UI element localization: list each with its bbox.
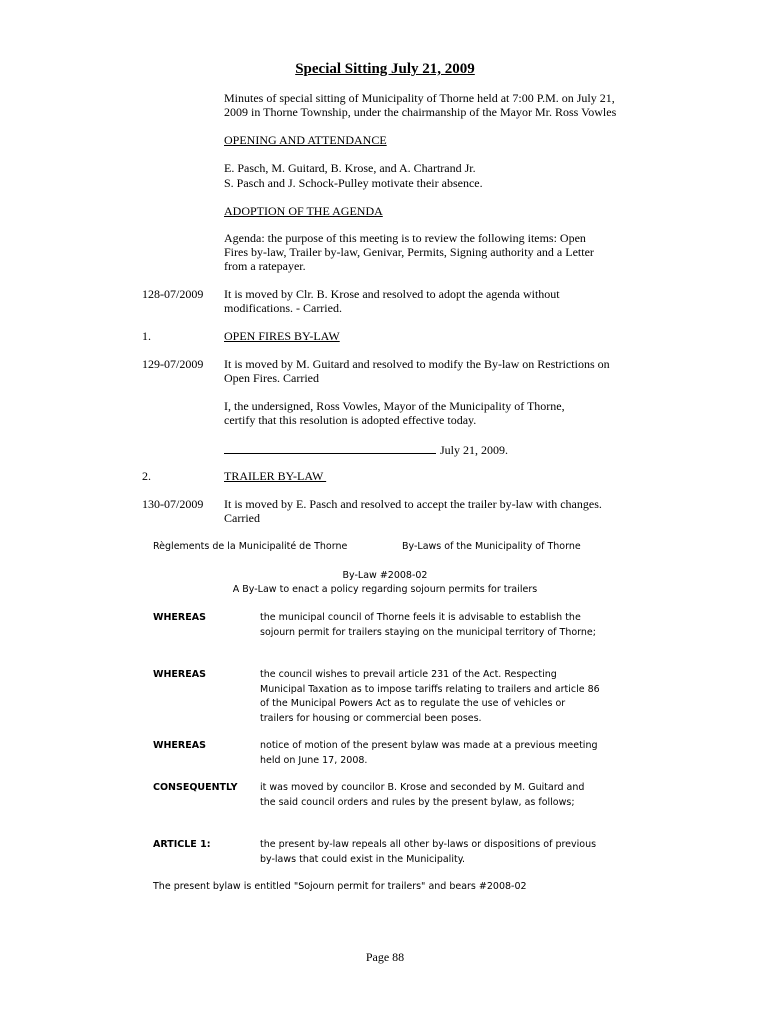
signature-date: July 21, 2009.: [440, 443, 509, 457]
resolution-text: It is moved by Clr. B. Krose and resolved to adopt the agenda without modifications. - Carried.: [224, 287, 560, 315]
attendance-present: E. Pasch, M. Guitard, B. Krose, and A. Chartrand Jr.: [224, 161, 476, 175]
clause-text: the municipal council of Thorne feels it is advisable to establish the sojourn permit for trailers staying on the municipal territory of Thorne;: [260, 612, 596, 638]
clause-label: ARTICLE 1:: [153, 839, 211, 850]
clause-label: WHEREAS: [153, 612, 206, 623]
bylaw-subtitle: A By-Law to enact a policy regarding sojourn permits for trailers: [232, 584, 538, 595]
clause-text: it was moved by councilor B. Krose and seconded by M. Guitard and the said council orders and rules by the present bylaw, as follows;: [260, 782, 585, 808]
page-title: Special Sitting July 21, 2009: [295, 61, 475, 77]
clause-label: CONSEQUENTLY: [153, 782, 238, 793]
item-heading: OPEN FIRES BY-LAW: [224, 329, 340, 343]
certification-text: I, the undersigned, Ross Vowles, Mayor of the Municipality of Thorne, certify that this resolution is adopted effective today.: [224, 399, 565, 427]
item-number: 1.: [142, 329, 151, 343]
signature-line: [224, 441, 436, 454]
attendance-absent: S. Pasch and J. Schock-Pulley motivate their absence.: [224, 176, 483, 190]
resolution-number: 130-07/2009: [142, 497, 204, 511]
bylaw-header-right: By-Laws of the Municipality of Thorne: [402, 541, 581, 552]
bylaw-number: By-Law #2008-02: [342, 570, 428, 581]
bylaw-footer: The present bylaw is entitled "Sojourn permit for trailers" and bears #2008-02: [153, 881, 527, 892]
signature-block: [224, 441, 624, 457]
item-number: 2.: [142, 469, 151, 483]
clause-text: notice of motion of the present bylaw was made at a previous meeting held on June 17, 2008.: [260, 740, 598, 766]
intro-paragraph: Minutes of special sitting of Municipality of Thorne held at 7:00 P.M. on July 21, 2009 in Thorne Township, under the chairmanship of the Mayor Mr. Ross Vowles: [224, 91, 617, 119]
clause-text: the present by-law repeals all other by-laws or dispositions of previous by-laws that could exist in the Municipality.: [260, 839, 597, 865]
agenda-text: Agenda: the purpose of this meeting is to review the following items: Open Fires by-law, Trailer by-law, Genivar, Permits, Signing authority and a Letter from a ratepayer.: [224, 231, 594, 273]
resolution-text: It is moved by M. Guitard and resolved to modify the By-law on Restrictions on Open Fires. Carried: [224, 357, 610, 385]
bylaw-header-left: Règlements de la Municipalité de Thorne: [153, 541, 348, 552]
resolution-number: 129-07/2009: [142, 357, 204, 371]
clause-label: WHEREAS: [153, 669, 206, 680]
page-number: Page 88: [365, 950, 405, 964]
resolution-text: It is moved by E. Pasch and resolved to accept the trailer by-law with changes. Carried: [224, 497, 602, 525]
resolution-number: 128-07/2009: [142, 287, 204, 301]
opening-heading: OPENING AND ATTENDANCE: [224, 133, 387, 147]
agenda-heading: ADOPTION OF THE AGENDA: [224, 204, 383, 218]
item-heading: TRAILER BY-LAW: [224, 469, 327, 483]
clause-label: WHEREAS: [153, 740, 206, 751]
clause-text: the council wishes to prevail article 231 of the Act. Respecting Municipal Taxation as to impose tariffs relating to trailers and article 86 of the Municipal Powers Act as to regulate the use of vehicles or trailers for housing or commercial been poses.: [260, 669, 600, 724]
